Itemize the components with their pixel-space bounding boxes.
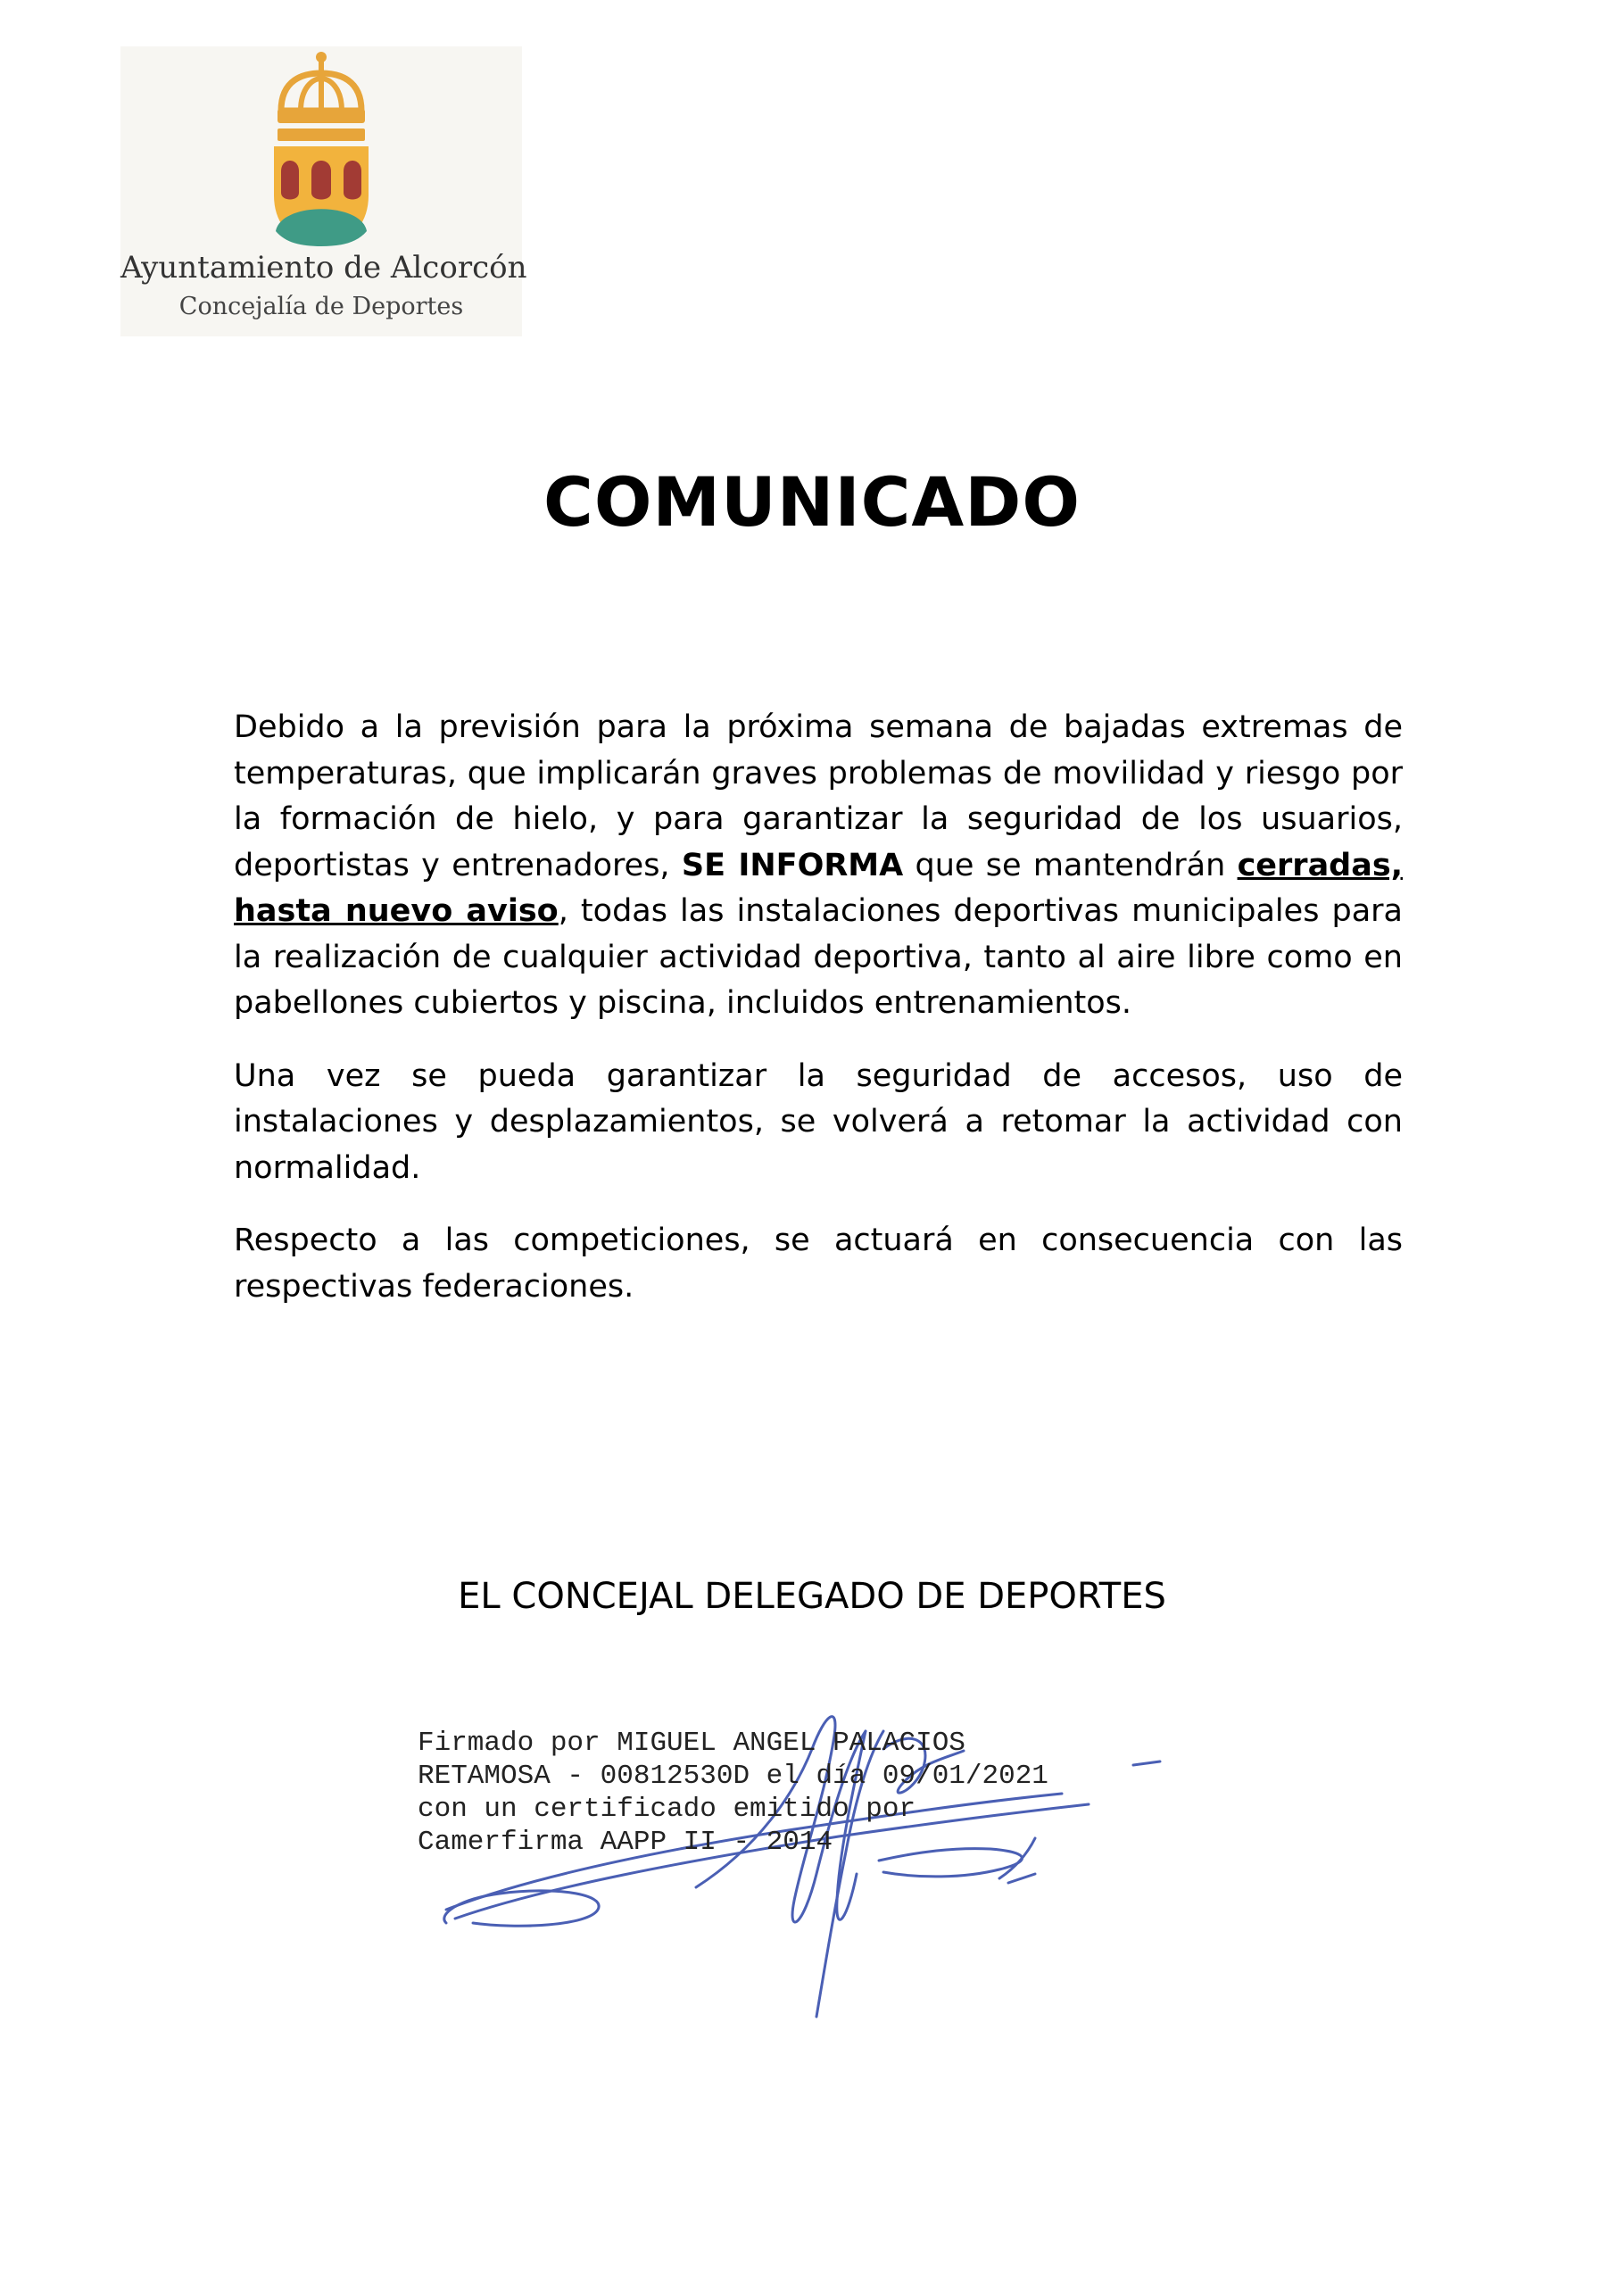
signature-line-4: Camerfirma AAPP II - 2014 [418, 1827, 833, 1858]
paragraph-1-text-a: Debido a la previsión para la próxima semana de bajadas extremas de temperaturas, que implicarán graves problemas de movilidad y riesgo por la formación de hielo, y para garantizar la seguridad de los usuarios, deportistas y entrenadores, [234, 709, 1403, 883]
digital-signature-block [418, 1727, 1048, 1859]
coat-of-arms-icon [263, 48, 379, 249]
paragraph-2: Una vez se pueda garantizar la seguridad de accesos, uso de instalaciones y desplazamientos, se volverá a retomar la actividad con normalidad. [234, 1057, 1403, 1186]
signature-line-3: con un certificado emitido por [418, 1794, 916, 1825]
paragraph-1-text-b: que se mantendrán [903, 847, 1238, 883]
paragraph-1 [234, 705, 1403, 1027]
paragraph-1-text-c: , todas las instalaciones deportivas municipales para la realización de cualquier actividad deportiva, tanto al aire libre como en pabellones cubiertos y piscina, incluidos entrenamientos. [234, 893, 1404, 1021]
document-body [234, 705, 1403, 1337]
signature-line-1: Firmado por MIGUEL ANGEL PALACIOS [418, 1728, 965, 1759]
se-informa-emphasis: SE INFORMA [681, 847, 904, 883]
paragraph-3: Respecto a las competiciones, se actuará en consecuencia con las respectivas federaciones. [234, 1223, 1403, 1305]
org-dept: Concejalía de Deportes [178, 293, 464, 320]
logo-ayuntamiento [120, 46, 527, 336]
signer-role: EL CONCEJAL DELEGADO DE DEPORTES [458, 1576, 1166, 1617]
org-name: Ayuntamiento de Alcorcón [120, 250, 527, 286]
document-title: COMUNICADO [543, 462, 1081, 542]
closure-emphasis: cerradas, hasta nuevo aviso [234, 847, 1403, 929]
signature-line-2: RETAMOSA - 00812530D el día 09/01/2021 [418, 1761, 1048, 1792]
